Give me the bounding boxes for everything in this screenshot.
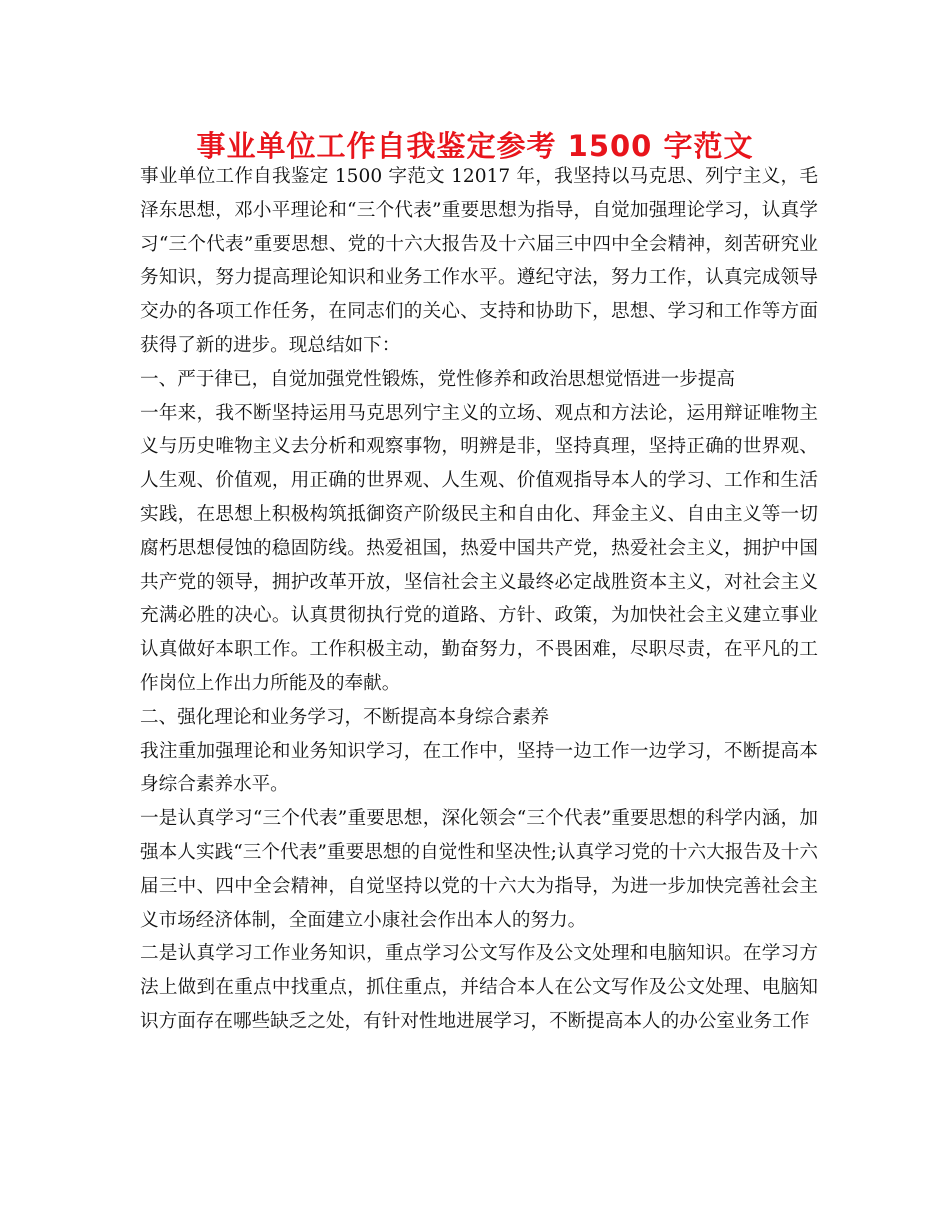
paragraph-section-2-intro: 我注重加强理论和业务知识学习，在工作中，坚持一边工作一边学习，不断提高本身综合素养水平。: [140, 740, 818, 796]
section-heading-1: 一、严于律已，自觉加强党性锻炼，党性修养和政治思想觉悟进一步提高: [140, 368, 736, 390]
section-heading-2: 二、强化理论和业务学习，不断提高本身综合素养: [140, 706, 550, 728]
document-title: 事业单位工作自我鉴定参考 1500 字范文: [196, 129, 754, 163]
paragraph-intro: 事业单位工作自我鉴定 1500 字范文 12017 年，我坚持以马克思、列宁主义，毛泽东思想，邓小平理论和“三个代表”重要思想为指导，自觉加强理论学习，认真学习“三个代表”重要思想、党的十六大报告及十六届三中四中全会精神，刻苦研究业务知识，努力提高理论知识和业务工作水平。遵纪守法，努力工作，认真完成领导交办的各项工作任务，在同志们的关心、支持和协助下，思想、学习和工作等方面获得了新的进步。现总结如下：: [140, 166, 818, 356]
document-body: [140, 160, 818, 1039]
paragraph-point-1: 一是认真学习“三个代表”重要思想，深化领会“三个代表”重要思想的科学内涵，加强本人实践“三个代表”重要思想的自觉性和坚决性;认真学习党的十六大报告及十六届三中、四中全会精神，自觉坚持以党的十六大为指导，为进一步加快完善社会主义市场经济体制，全面建立小康社会作出本人的努力。: [140, 808, 818, 931]
paragraph-section-1: 一年来，我不断坚持运用马克思列宁主义的立场、观点和方法论，运用辩证唯物主义与历史唯物主义去分析和观察事物，明辨是非，坚持真理，坚持正确的世界观、人生观、价值观，用正确的世界观、人生观、价值观指导本人的学习、工作和生活实践，在思想上积极构筑抵御资产阶级民主和自由化、拜金主义、自由主义等一切腐朽思想侵蚀的稳固防线。热爱祖国，热爱中国共产党，热爱社会主义，拥护中国共产党的领导，拥护改革开放，坚信社会主义最终必定战胜资本主义，对社会主义充满必胜的决心。认真贯彻执行党的道路、方针、政策，为加快社会主义建立事业认真做好本职工作。工作积极主动，勤奋努力，不畏困难，尽职尽责，在平凡的工作岗位上作出力所能及的奉献。: [140, 402, 818, 694]
paragraph-point-2: 二是认真学习工作业务知识，重点学习公文写作及公文处理和电脑知识。在学习方法上做到在重点中找重点，抓住重点，并结合本人在公文写作及公文处理、电脑知识方面存在哪些缺乏之处，有针对性地进展学习，不断提高本人的办公室业务工作: [140, 943, 818, 1032]
